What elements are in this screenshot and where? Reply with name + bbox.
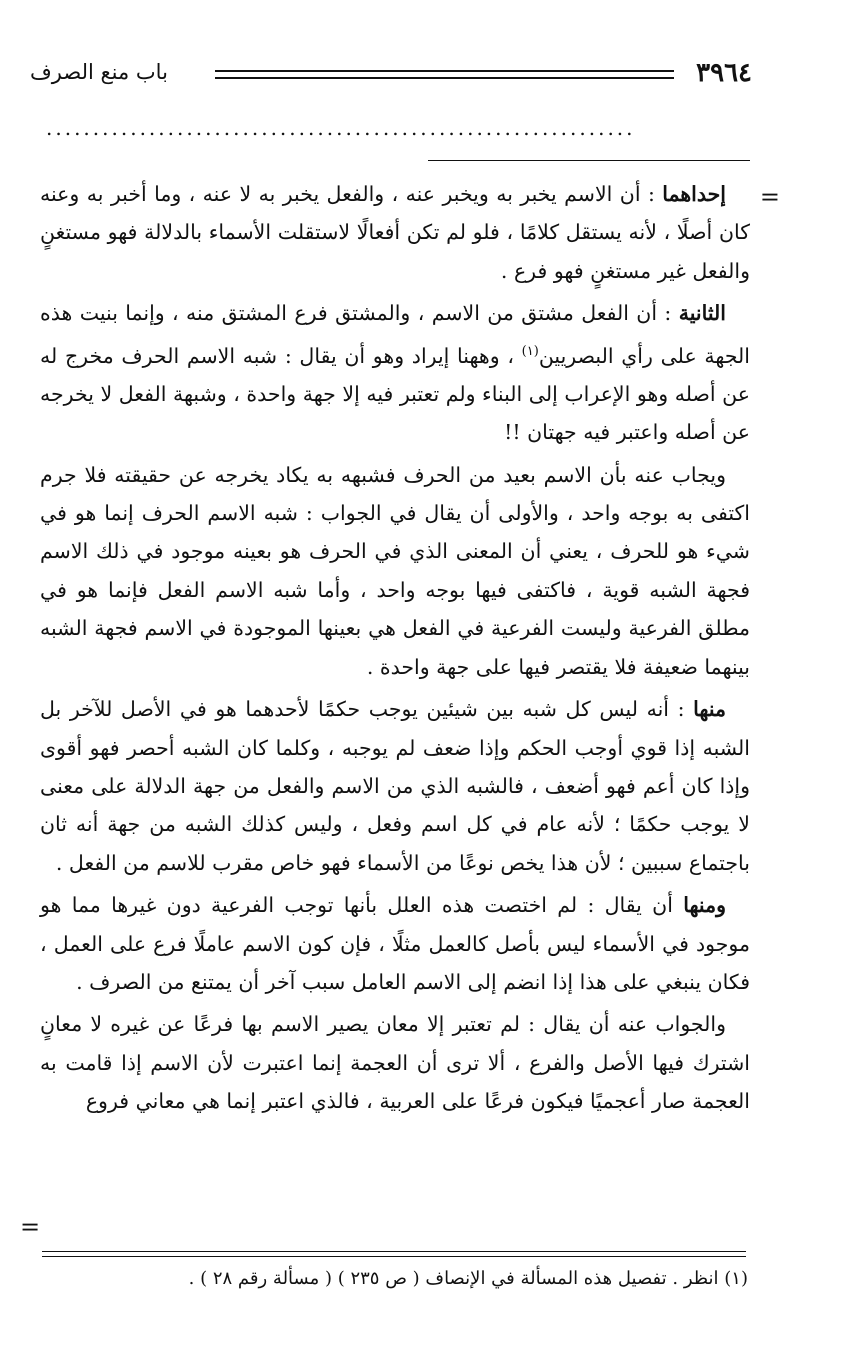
paragraph-lead: ومنها <box>683 893 726 918</box>
dotted-separator: ............................................................... <box>46 118 636 138</box>
paragraph-text: أن يقال : لم اختصت هذه العلل بأنها توجب الفرعية دون غيرها مما هو موجود في الأسماء ليس بأصل كالعمل مثلًا ، فإن كون الاسم عاملًا فرع على العمل ، فكان ينبغي على هذا إذا انضم إلى الاسم العامل سبب آخر أن يمتنع من الصرف . <box>40 893 750 994</box>
paragraph <box>40 294 750 451</box>
continuation-mark-bottom: = <box>20 1213 41 1241</box>
paragraph <box>40 456 750 686</box>
header-rule <box>215 70 674 79</box>
paragraph <box>40 1005 750 1120</box>
page-number: ٣٩٦٤ <box>696 58 752 88</box>
running-title: باب منع الصرف <box>30 60 168 84</box>
page-header <box>30 58 752 94</box>
paragraph-text: : أنه ليس كل شبه بين شيئين يوجب حكمًا لأحدهما هو في الأصل للآخر بل الشبه إذا قوي أوجب الحكم وإذا ضعف لم يوجبه ، وكلما كان الشبه أحصر فهو أقوى وإذا كان أعم فهو أضعف ، فالشبه الذي من الاسم والفعل من جهة الدلالة على معنى لا يوجب حكمًا ؛ لأنه عام في كل اسم وفعل ، وليس كذلك الشبه من جهة أنه ثان باجتماع سببين ؛ لأن هذا يخص نوعًا من الأسماء فهو خاص مقرب للاسم من الفعل . <box>40 697 750 875</box>
paragraph-text: : أن الفعل مشتق من الاسم ، والمشتق فرع المشتق منه ، وإنما بنيت هذه الجهة على رأي البصريين <box>40 301 751 368</box>
paragraph-text-continued: ، وههنا إيراد وهو أن يقال : شبه الاسم الحرف مخرج له عن أصله وهو الإعراب إلى البناء ولم تعتبر فيه إلا جهة واحدة ، وشبهة الفعل لا يخرجه عن أصله واعتبر فيه جهتان !! <box>40 343 750 445</box>
section-rule <box>428 160 750 161</box>
paragraph <box>40 175 750 290</box>
paragraph-lead: إحداهما <box>662 182 726 206</box>
footnote: (١) انظر . تفصيل هذه المسألة في الإنصاف ( ص ٢٣٥ ) ( مسألة رقم ٢٨ ) . <box>188 1268 748 1289</box>
footnote-rule <box>42 1251 746 1257</box>
paragraph-text: ويجاب عنه بأن الاسم بعيد من الحرف فشبهه به يكاد يخرجه عن حقيقته فلا جرم اكتفى به بوجه واحد ، والأولى أن يقال في الجواب : شبه الاسم الحرف إنما هو في شيء هو للحرف ، يعني أن المعنى الذي في الحرف هو بعينه موجود في ذلك الاسم فجهة الشبه قوية ، فاكتفى فيها بوجه واحد ، وأما شبه الاسم الفعل فإنما هو في مطلق الفرعية وليست الفرعية في الفعل هي بعينها الموجودة في الاسم فجهة الشبه بينهما ضعيفة فلا يقتصر فيها على جهة واحدة . <box>40 462 750 679</box>
paragraph-text: : أن الاسم يخبر به ويخبر عنه ، والفعل يخبر به لا عنه ، وما أخبر به وعنه كان أصلًا ، لأنه يستقل كلامًا ، فلو لم تكن أفعالًا لاستقلت الأسماء بالدلالة فهو مستغنٍ والفعل غير مستغنٍ فهو فرع . <box>40 182 750 283</box>
paragraph-text: والجواب عنه أن يقال : لم تعتبر إلا معان يصير الاسم بها فرعًا عن غيره لا معانٍ اشترك فيها الأصل والفرع ، ألا ترى أن العجمة إنما اعتبرت لأن الاسم إذا قامت به العجمة صار أعجميًا فيكون فرعًا على العربية ، فالذي اعتبر إنما هي معاني فروع <box>40 1012 750 1114</box>
paragraph <box>40 886 750 1001</box>
paragraph <box>40 690 750 882</box>
paragraph-lead: الثانية <box>678 301 726 326</box>
continuation-mark-top: = <box>759 183 780 211</box>
paragraph-lead: منها <box>693 697 726 722</box>
body-text <box>40 175 750 1125</box>
footnote-reference[interactable]: (١) <box>521 343 539 359</box>
